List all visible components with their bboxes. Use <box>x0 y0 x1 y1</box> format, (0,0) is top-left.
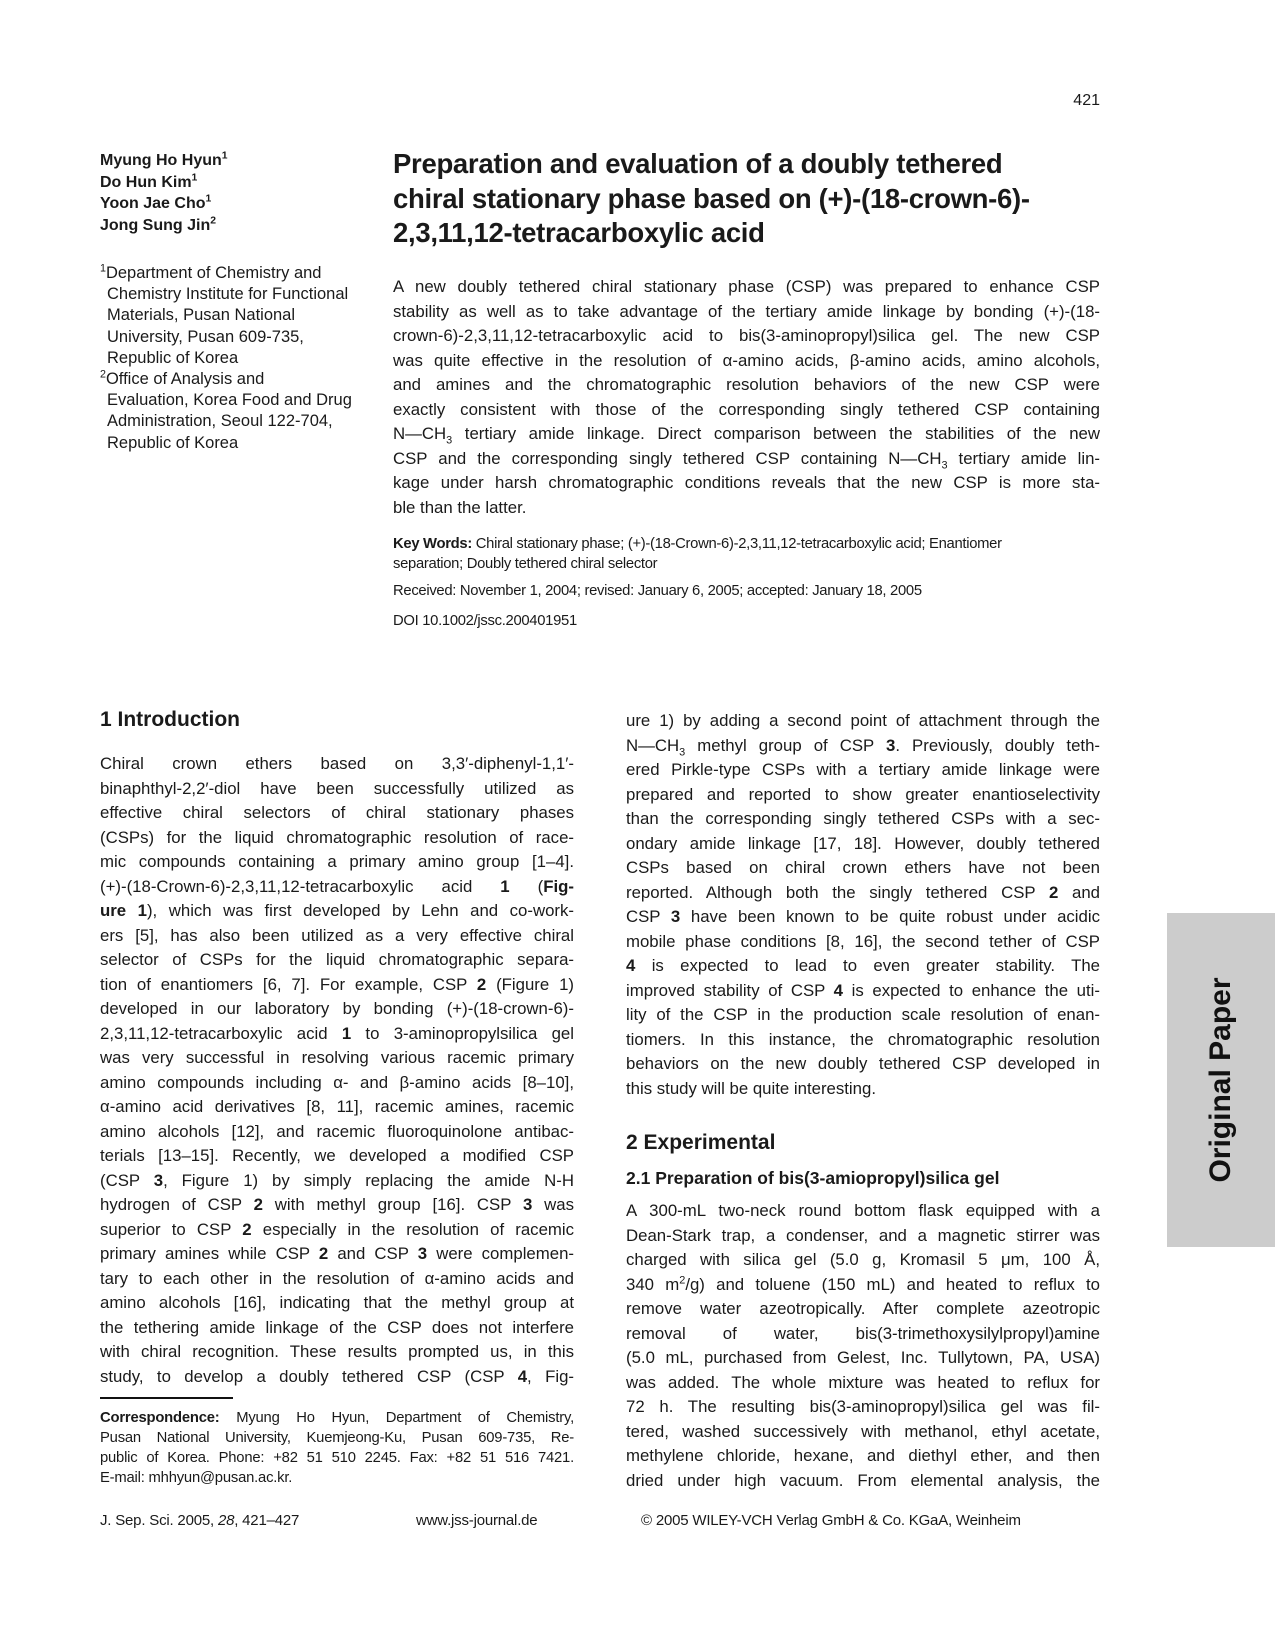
text-line: with chiral recognition. These results prompted us, in this <box>100 1342 574 1361</box>
text-line: ure 1) by adding a second point of attachment through the <box>626 711 1100 730</box>
text-line: than the corresponding singly tethered CSPs with a sec- <box>626 809 1100 828</box>
text-line: lity of the CSP in the production scale resolution of enan- <box>626 1005 1100 1024</box>
text-line: reported. Although both the singly tethered CSP 2 and <box>626 882 1100 902</box>
footnote-divider <box>100 1397 233 1399</box>
text-line: Chemistry Institute for Functional <box>107 285 349 304</box>
text-line: amino compounds including α- and β-amino acids [8–10], <box>100 1072 574 1092</box>
text-line: public of Korea. Phone: +82 51 510 2245. Fax: +82 51 516 7421. <box>100 1450 574 1466</box>
author-list <box>100 150 228 236</box>
text-line: was added. The whole mixture was heated to reflux for <box>626 1372 1100 1392</box>
text-line: study, to develop a doubly tethered CSP (CSP 4, Fig- <box>100 1366 574 1386</box>
text-line: dried under high vacuum. From elemental analysis, the <box>626 1470 1100 1490</box>
text-line: effective chiral selectors of chiral stationary phases <box>100 803 574 822</box>
text-line: 4 is expected to lead to even greater stability. The <box>626 956 1100 975</box>
text-line: charged with silica gel (5.0 g, Kromasil 5 μm, 100 Å, <box>626 1250 1100 1269</box>
text-line: $^2$Office of Analysis and <box>100 368 265 388</box>
article-type-tab <box>1167 913 1275 1247</box>
doi: DOI 10.1002/jssc.200401951 <box>393 613 577 629</box>
text-line: Republic of Korea <box>107 433 239 452</box>
intro-text-left-column <box>100 752 574 1389</box>
text-line: ble than the latter. <box>393 497 527 517</box>
text-line: was very successful in resolving various racemic primary <box>100 1048 574 1067</box>
page-number: 421 <box>1073 92 1100 109</box>
text-line: CSP and the corresponding singly tethered CSP containing $N—CH_3$ tertiary amide lin- <box>393 448 1100 471</box>
journal-citation: J. Sep. Sci. 2005, 28, 421–427 <box>100 1512 300 1529</box>
text-line: hydrogen of CSP 2 with methyl group [16]. CSP 3 was <box>100 1195 574 1214</box>
text-line: the tethering amide linkage of the CSP does not interfere <box>100 1317 574 1337</box>
text-line: superior to CSP 2 especially in the resolution of racemic <box>100 1219 575 1239</box>
text-line: separation; Doubly tethered chiral selector <box>393 556 658 572</box>
text-line: exactly consistent with those of the corresponding singly tethered CSP containing <box>393 399 1100 419</box>
abstract <box>393 275 1100 520</box>
intro-text-right-column <box>626 709 1100 1101</box>
text-line: A new doubly tethered chiral stationary phase (CSP) was prepared to enhance CSP <box>393 277 1100 296</box>
text-line: $N—CH_3$ tertiary amide linkage. Direct comparison between the stabilities of the new <box>393 424 1100 447</box>
journal-url[interactable]: www.jss-journal.de <box>416 1512 538 1529</box>
text-line: Key Words: Chiral stationary phase; (+)-(18-Crown-6)-2,3,11,12-tetracarboxylic acid; Enantiomer <box>393 536 1002 552</box>
text-line: University, Pusan 609-735, <box>107 327 304 346</box>
text-line: developed in our laboratory by bonding (+)-(18-crown-6)- <box>100 999 574 1018</box>
text-line: selector of CSPs for the liquid chromatographic separa- <box>100 950 574 969</box>
text-line: (+)-(18-Crown-6)-2,3,11,12-tetracarboxylic acid 1 (Fig- <box>100 876 574 896</box>
text-line: chiral stationary phase based on (+)-(18-crown-6)- <box>393 182 1030 214</box>
text-line: tiomers. In this instance, the chromatographic resolution <box>626 1029 1100 1049</box>
text-line: 340 $m^2/g$) and toluene (150 mL) and heated to reflux to <box>626 1273 1100 1294</box>
text-line: kage under harsh chromatographic conditions reveals that the new CSP is more sta- <box>393 473 1100 492</box>
paper-title <box>393 147 1030 251</box>
text-line: Administration, Seoul 122-704, <box>107 412 333 431</box>
text-line: Correspondence: Myung Ho Hyun, Department of Chemistry, <box>100 1410 574 1426</box>
text-line: Evaluation, Korea Food and Drug <box>107 391 352 410</box>
affiliations <box>100 263 352 454</box>
keywords <box>393 534 1100 574</box>
text-line: prepared and reported to show greater enantioselectivity <box>626 784 1100 804</box>
text-line: Pusan National University, Kuemjeong-Ku, Pusan 609-735, Re- <box>100 1430 574 1446</box>
text-line: α-amino acid derivatives [8, 11], racemic amines, racemic <box>100 1097 574 1116</box>
text-line: removal of water, bis(3-trimethoxysilylpropyl)amine <box>626 1323 1100 1343</box>
text-line: Do Hun Kim$^1$ <box>100 172 198 191</box>
text-line: mobile phase conditions [8, 16], the second tether of CSP <box>626 931 1100 951</box>
text-line: CSP 3 have been known to be quite robust under acidic <box>626 907 1100 926</box>
text-line: and amines and the chromatographic resolution behaviors of the new CSP were <box>393 375 1100 394</box>
text-line: primary amines while CSP 2 and CSP 3 were complemen- <box>100 1244 574 1263</box>
text-line: 2,3,11,12-tetracarboxylic acid 1 to 3-aminopropylsilica gel <box>100 1023 574 1043</box>
subsection-heading: 2.1 Preparation of bis(3-amiopropyl)silica gel <box>626 1168 1000 1188</box>
text-line: ondary amide linkage [17, 18]. However, doubly tethered <box>626 833 1100 853</box>
text-line: (5.0 mL, purchased from Gelest, Inc. Tullytown, PA, USA) <box>626 1348 1100 1367</box>
text-line: A 300-mL two-neck round bottom flask equipped with a <box>626 1201 1100 1220</box>
section-heading-introduction: 1 Introduction <box>100 708 240 731</box>
text-line: tary to each other in the resolution of α-amino acids and <box>100 1268 574 1288</box>
copyright-notice: © 2005 WILEY-VCH Verlag GmbH & Co. KGaA, Weinheim <box>641 1512 1021 1529</box>
article-type-label: Original Paper <box>1204 977 1237 1183</box>
text-line: tion of enantiomers [6, 7]. For example, CSP 2 (Figure 1) <box>100 974 574 994</box>
text-line: methylene chloride, hexane, and diethyl ether, and then <box>626 1446 1100 1465</box>
correspondence-note <box>100 1408 574 1488</box>
text-line: Materials, Pusan National <box>107 306 296 325</box>
text-line: mic compounds containing a primary amino group [1–4]. <box>100 852 574 871</box>
text-line: crown-6)-2,3,11,12-tetracarboxylic acid to bis(3-aminopropyl)silica gel. The new CSP <box>393 326 1100 345</box>
text-line: ered Pirkle-type CSPs with a tertiary amide linkage were <box>626 760 1100 779</box>
text-line: $N—CH_3$ methyl group of CSP 3. Previously, doubly teth- <box>626 735 1100 758</box>
text-line: 72 h. The resulting bis(3-aminopropyl)silica gel was fil- <box>626 1397 1100 1416</box>
received-dates: Received: November 1, 2004; revised: January 6, 2005; accepted: January 18, 2005 <box>393 583 922 599</box>
text-line: Myung Ho Hyun$^1$ <box>100 150 228 169</box>
text-line: ure 1), which was first developed by Lehn and co-work- <box>100 901 574 920</box>
text-line: this study will be quite interesting. <box>626 1078 876 1098</box>
text-line: amino alcohols [12], and racemic fluoroquinolone antibac- <box>100 1121 574 1141</box>
text-line: Preparation and evaluation of a doubly tethered <box>393 148 1003 179</box>
text-line: improved stability of CSP 4 is expected to enhance the uti- <box>626 980 1100 1000</box>
text-line: was quite effective in the resolution of α-amino acids, β-amino acids, amino alcohols, <box>393 350 1100 370</box>
text-line: CSPs based on chiral crown ethers have not been <box>626 858 1100 877</box>
text-line: ers [5], has also been utilized as a very effective chiral <box>100 925 574 945</box>
text-line: Jong Sung Jin$^2$ <box>100 215 216 234</box>
text-line: amino alcohols [16], indicating that the methyl group at <box>100 1293 574 1312</box>
text-line: Yoon Jae Cho$^1$ <box>100 193 212 212</box>
text-line: 2,3,11,12-tetracarboxylic acid <box>393 217 765 248</box>
text-line: Republic of Korea <box>107 348 239 367</box>
text-line: Dean-Stark trap, a condenser, and a magnetic stirrer was <box>626 1225 1100 1245</box>
text-line: $^1$Department of Chemistry and <box>100 262 322 282</box>
text-line: E-mail: mhhyun@pusan.ac.kr. <box>100 1470 293 1486</box>
text-line: binaphthyl-2,2′-diol have been successfully utilized as <box>100 778 574 798</box>
text-line: terials [13–15]. Recently, we developed a modified CSP <box>100 1146 574 1165</box>
text-line: stability as well as to take advantage of the tertiary amide linkage by bonding (+)-(18- <box>393 301 1100 321</box>
text-line: (CSP 3, Figure 1) by simply replacing the amide N-H <box>100 1170 574 1190</box>
experimental-text <box>626 1199 1100 1493</box>
text-line: Chiral crown ethers based on 3,3′-diphenyl-1,1′- <box>100 754 574 773</box>
section-heading-experimental: 2 Experimental <box>626 1131 776 1154</box>
text-line: remove water azeotropically. After complete azeotropic <box>626 1299 1100 1318</box>
text-line: tered, washed successively with methanol, ethyl acetate, <box>626 1421 1100 1441</box>
text-line: behaviors on the new doubly tethered CSP developed in <box>626 1054 1100 1073</box>
text-line: (CSPs) for the liquid chromatographic resolution of race- <box>100 827 574 847</box>
